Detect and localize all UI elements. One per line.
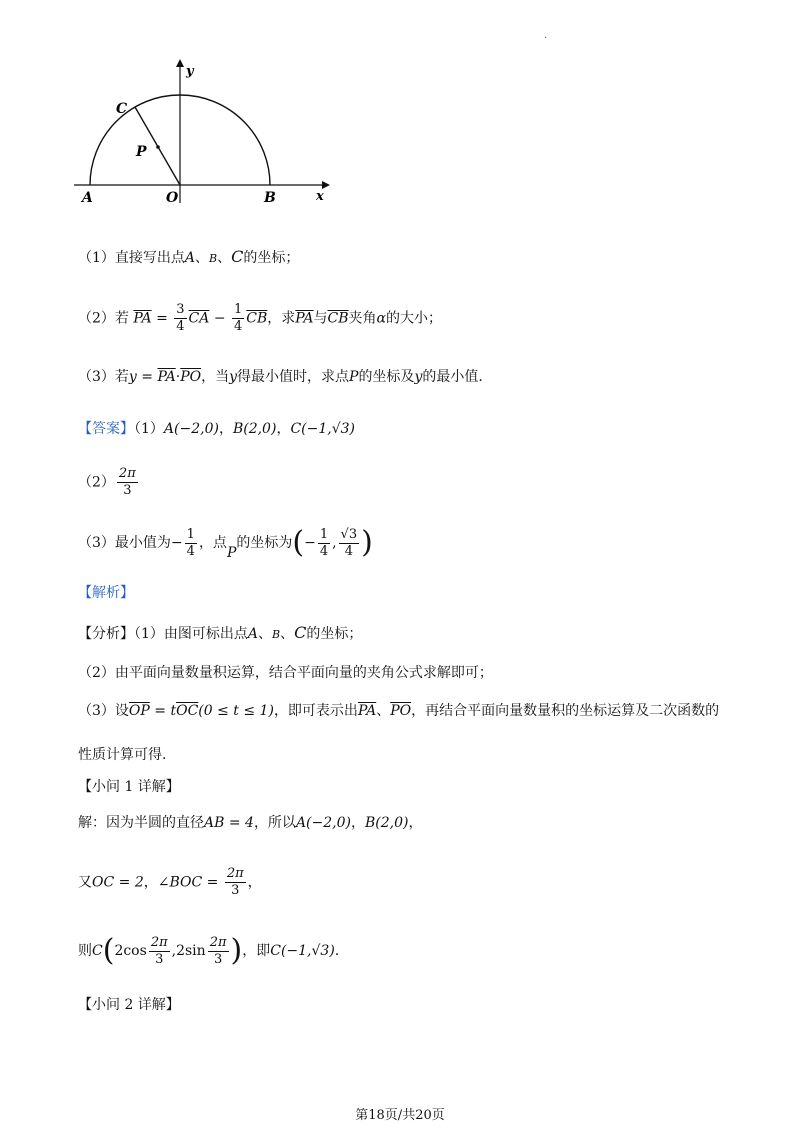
question-3: （3）若$y = \overline{PA}\cdot\overline{PO}$，当y得最小值时，求点P的坐标及y的最小值.	[78, 369, 483, 385]
answer-tag: 【答案】	[78, 421, 134, 437]
fenxi-3: （3）设$\overline{OP} = t\overline{OC}(0 \le t \le 1)$，即可表示出$\overline{PA}$、$\overline{PO}$，再结合平面向量数量积的坐标运算及二次函数的	[78, 703, 720, 719]
y-axis-arrow	[176, 59, 184, 67]
fraction-2pi-3: $\frac{2\pi}{3}$	[118, 466, 136, 498]
answer-2: （2） $\frac{2\pi}{3}$	[78, 466, 136, 498]
answer-3: （3）最小值为− $\frac{1}{4}$ ，点P的坐标为(− $\frac{1}{4}$ , $\frac{√3}{4}$ )	[78, 525, 373, 561]
fraction-1-4: $\frac{1}{4}$	[319, 526, 329, 559]
fenxi-3-continued: 性质计算可得.	[78, 747, 167, 763]
question-1: （1）直接写出点A、B、C的坐标；	[78, 247, 300, 266]
answer-1: 【答案】（1）A(−2,0)，B(2,0)，C(−1,√3)	[78, 421, 355, 437]
fenxi-2: （2）由平面向量数量积运算，结合平面向量的夹角公式求解即可；	[78, 665, 493, 681]
semicircle-figure	[70, 55, 340, 215]
label-c: C	[116, 101, 128, 117]
top-dot: ·	[544, 33, 548, 44]
fraction-sqrt3-4: $\frac{√3}{4}$	[340, 526, 358, 559]
fraction-3-4: $\frac{3}{4}$	[176, 302, 185, 334]
analysis-tag: 【解析】	[78, 585, 134, 601]
fenxi-1: 【分析】（1）由图可标出点A、B、C的坐标；	[78, 623, 363, 642]
fraction-2pi-3: $\frac{2\pi}{3}$	[150, 934, 168, 967]
detail-1-line-a: 解：因为半圆的直径AB = 4，所以A(−2,0)，B(2,0)，	[78, 815, 423, 831]
label-a: A	[82, 190, 93, 206]
label-y: y	[186, 64, 194, 79]
page-footer: 第18页/共20页	[355, 1108, 445, 1123]
label-b: B	[264, 190, 276, 206]
detail-1-tag: 【小问 1 详解】	[78, 779, 180, 795]
fraction-1-4: $\frac{1}{4}$	[234, 302, 243, 334]
label-p: P	[136, 144, 147, 160]
point-p	[156, 145, 160, 149]
detail-1-line-b: 又OC = 2，∠BOC = $\frac{2\pi}{3}$ ，	[78, 866, 262, 898]
fraction-1-4: $\frac{1}{4}$	[186, 526, 195, 559]
detail-2-tag: 【小问 2 详解】	[78, 997, 180, 1013]
label-o: O	[166, 190, 179, 206]
fraction-2pi-3: $\frac{2\pi}{3}$	[226, 866, 244, 898]
fraction-2pi-3: $\frac{2\pi}{3}$	[209, 934, 227, 967]
x-axis-arrow	[322, 181, 330, 189]
question-2: （2）若 $\overline{PA}$ = $\frac{3}{4}$ $\overline{CA}$ − $\frac{1}{4}$ $\overline{CB}$，求$\overline{PA}$与$\overline{CB}$夹角α的大小；	[78, 302, 443, 334]
label-x: x	[316, 189, 324, 204]
detail-1-line-c: 则C(2cos $\frac{2\pi}{3}$ ,2sin $\frac{2\pi}{3}$ )，即C(−1,√3).	[78, 933, 340, 968]
